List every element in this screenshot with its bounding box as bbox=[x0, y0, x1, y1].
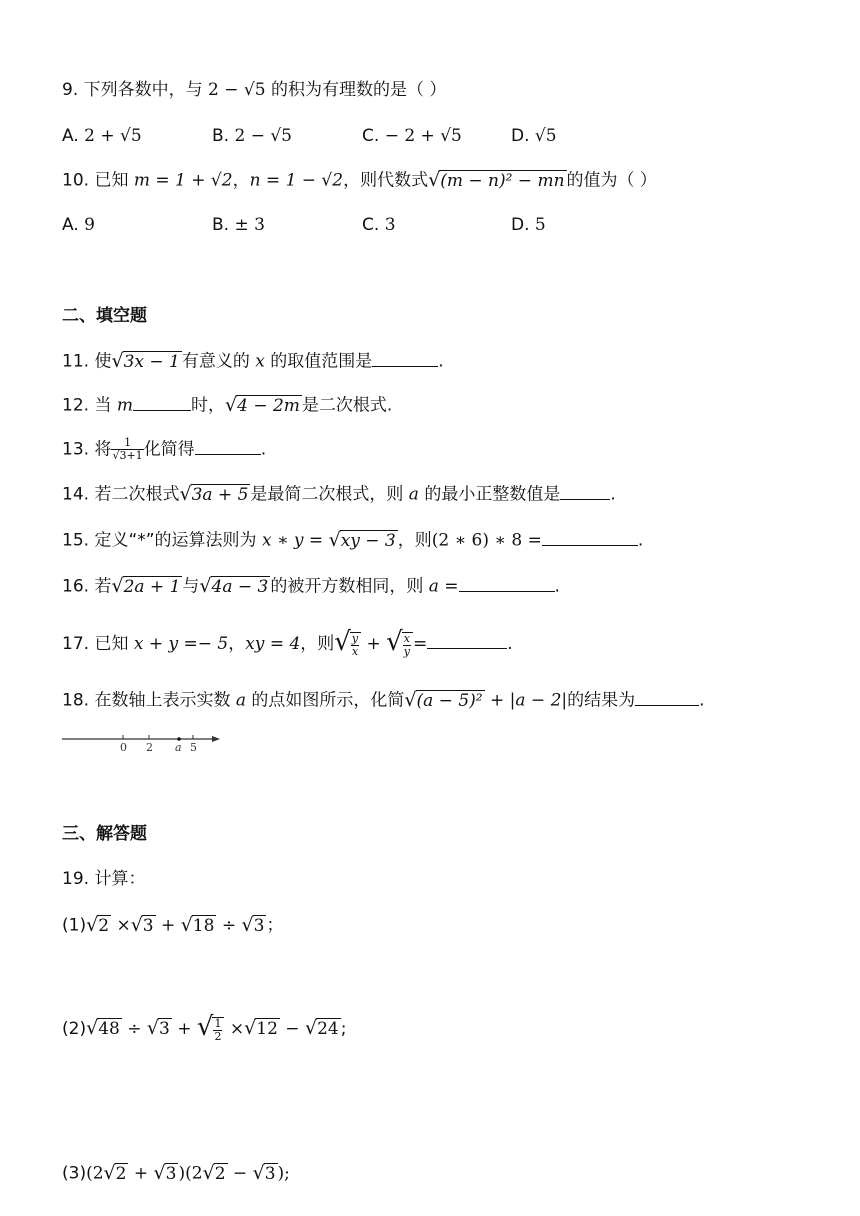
q10-option-c[interactable]: C. 3 bbox=[362, 215, 396, 235]
q17-answer-blank[interactable] bbox=[427, 632, 507, 649]
q15: 15. 定义“*”的运算法则为 x ∗ y = √xy − 3 ，则(2 ∗ 6) ∗ 8 = . bbox=[62, 529, 644, 551]
q16-answer-blank[interactable] bbox=[459, 575, 555, 592]
q10-option-a[interactable]: A. 9 bbox=[62, 215, 95, 235]
q13: 13. 将 $\frac{1}{√3+1}$ 化简得 . bbox=[62, 436, 267, 462]
q9-stem: 9. 下列各数中，与 2 − √5 的积为有理数的是（ ） bbox=[62, 80, 447, 100]
q13-fraction: $\frac{1}{√3+1}$ bbox=[112, 436, 143, 462]
number-line-arrow-icon bbox=[212, 736, 220, 742]
q9-option-d[interactable]: D. √5 bbox=[511, 126, 557, 146]
q11: 11. 使√3x − 1 有意义的 x 的取值范围是 . bbox=[62, 350, 444, 372]
q15-answer-blank[interactable] bbox=[542, 529, 638, 546]
q13-answer-blank[interactable] bbox=[195, 438, 261, 455]
tick-label-0: 0 bbox=[120, 741, 127, 754]
q19-title: 19. 计算： bbox=[62, 869, 146, 889]
q11-answer-blank[interactable] bbox=[372, 350, 438, 367]
q14-sqrt: √3a + 5 bbox=[179, 483, 249, 505]
tick-label-2: 2 bbox=[146, 741, 153, 754]
q11-sqrt: √3x − 1 bbox=[111, 350, 180, 372]
q10-option-b[interactable]: B. ± 3 bbox=[212, 215, 265, 235]
q19-part-1: (1)√2 ×√3 + √18 ÷ √3 ； bbox=[62, 914, 284, 936]
q9-expression: 2 − √5 bbox=[208, 80, 266, 100]
q16-sqrt-1: √2a + 1 bbox=[111, 575, 181, 597]
q9-option-b[interactable]: B. 2 − √5 bbox=[212, 126, 293, 146]
tick-label-a: a bbox=[175, 741, 182, 754]
q10-sqrt: √(m − n)² − mn bbox=[428, 169, 565, 191]
section-answer-title: 三、解答题 bbox=[62, 824, 147, 844]
q12-answer-blank[interactable] bbox=[133, 394, 191, 411]
q16-sqrt-2: √4a − 3 bbox=[199, 575, 269, 597]
q14-answer-blank[interactable] bbox=[560, 483, 610, 500]
q18-answer-blank[interactable] bbox=[635, 689, 699, 706]
tick-label-5: 5 bbox=[190, 741, 197, 754]
q17: 17. 已知 x + y =− 5，xy = 4，则√ $\frac{y}{x}$ + √ $\frac{x}{y}$ = . bbox=[62, 627, 513, 658]
q12-sqrt: √4 − 2m bbox=[224, 394, 300, 416]
q17-sqrt-2: √ $\frac{x}{y}$ bbox=[386, 630, 413, 658]
q10-option-d[interactable]: D. 5 bbox=[511, 215, 546, 235]
q19-part-3: (3)(2√2 + √3 )(2√2 − √3 ); bbox=[62, 1162, 290, 1184]
q9-option-c[interactable]: C. − 2 + √5 bbox=[362, 126, 462, 146]
q15-sqrt: √xy − 3 bbox=[328, 529, 396, 551]
q16: 16. 若√2a + 1 与√4a − 3 的被开方数相同，则 a = . bbox=[62, 575, 560, 597]
q14: 14. 若二次根式√3a + 5 是最简二次根式，则 a 的最小正整数值是 . bbox=[62, 483, 616, 505]
q17-sqrt-1: √ $\frac{y}{x}$ bbox=[334, 630, 361, 658]
q18: 18. 在数轴上表示实数 a 的点如图所示，化简√(a − 5)² + |a − 2|的结果为 . bbox=[62, 689, 705, 711]
section-fill-in-title: 二、填空题 bbox=[62, 306, 147, 326]
q9-option-a[interactable]: A. 2 + √5 bbox=[62, 126, 142, 146]
q12: 12. 当 m 时，√4 − 2m 是二次根式. bbox=[62, 394, 393, 416]
q18-number-line bbox=[60, 728, 225, 758]
q19-part-2: (2)√48 ÷ √3 + √ $\frac{1}{2}$ ×√12 − √24 ; bbox=[62, 1012, 347, 1043]
q10-stem: 10. 已知 m = 1 + √2，n = 1 − √2，则代数式√(m − n)² − mn 的值为（ ） bbox=[62, 169, 657, 191]
q18-sqrt: √(a − 5)² bbox=[404, 689, 483, 711]
